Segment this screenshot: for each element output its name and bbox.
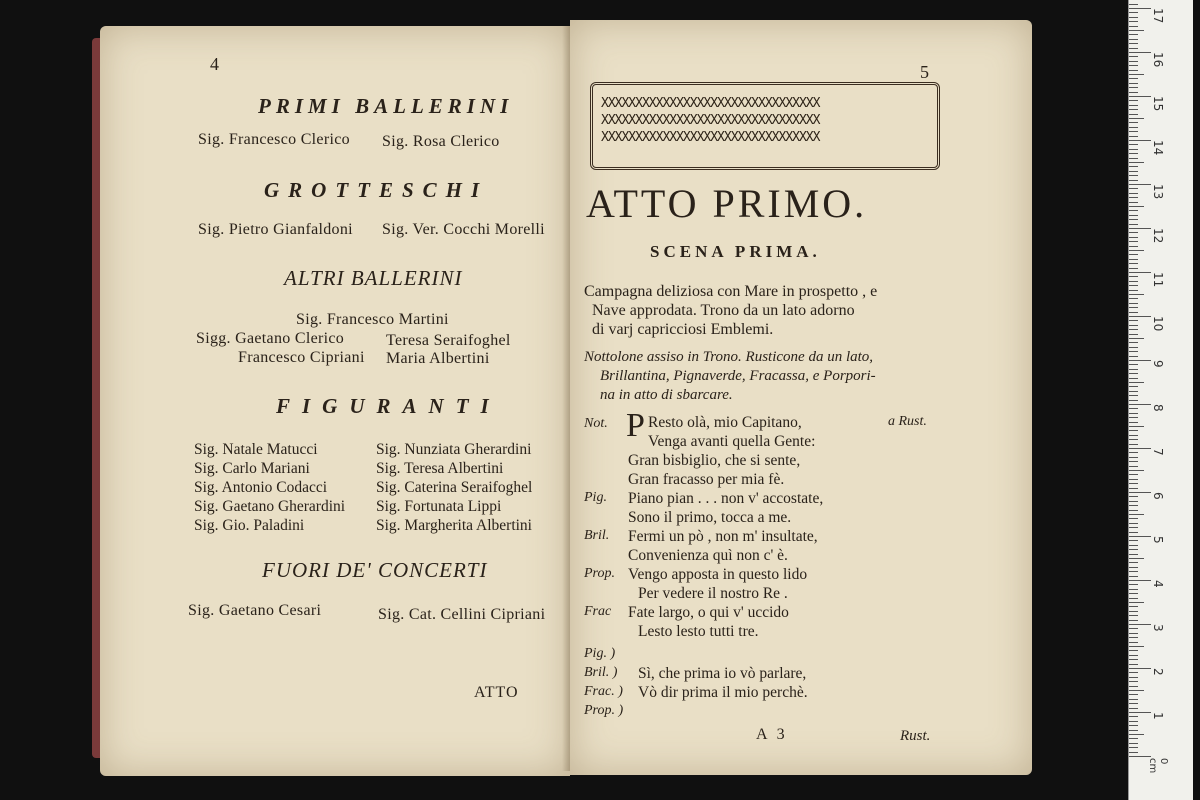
open-book [92,20,1040,790]
ruler-tick [1129,228,1151,229]
ruler-tick [1129,408,1138,409]
heading-grotteschi: GROTTESCHI [264,178,489,202]
member-name: Sig. Nunziata Gherardini [376,441,532,458]
ruler-tick [1129,12,1138,13]
ruler-tick [1129,659,1138,660]
ruler-tick [1129,92,1138,93]
ruler-tick [1129,448,1151,449]
ruler-tick [1129,417,1138,418]
ruler-tick [1129,461,1138,462]
drop-cap: P [626,407,645,444]
aside-direction: a Rust. [888,414,927,429]
ruler-tick [1129,105,1138,106]
ruler-tick [1129,382,1144,383]
ruler-tick [1129,373,1138,374]
ruler-tick [1129,351,1138,352]
ruler-tick [1129,175,1138,176]
ruler-tick [1129,347,1138,348]
ruler-tick [1129,686,1138,687]
ruler-tick [1129,536,1151,537]
ruler-tick [1129,206,1144,207]
ruler-tick [1129,364,1138,365]
ruler-tick [1129,83,1138,84]
ruler-tick [1129,325,1138,326]
ruler-tick [1129,752,1138,753]
ruler-number: 13 [1151,184,1165,200]
ruler-label: 0 cm [1147,758,1169,774]
ruler-tick [1129,721,1138,722]
ruler-tick [1129,404,1151,405]
member-name: Teresa Seraifoghel [386,332,511,349]
speaker-label: Prop. ) [584,703,624,718]
ruler-tick [1129,716,1138,717]
ruler-tick [1129,488,1138,489]
ruler-number: 3 [1151,624,1165,632]
left-catchword: ATTO [474,684,519,701]
ruler-tick [1129,580,1151,581]
ruler-tick [1129,501,1138,502]
member-name: Sig. Teresa Albertini [376,460,504,477]
left-page [100,26,570,776]
dialogue-line: Resto olà, mio Capitano, [648,414,802,431]
ruler-tick [1129,303,1138,304]
ruler-tick [1129,712,1151,713]
dialogue-line: Gran bisbiglio, che si sente, [628,452,801,469]
ornament-row: XXXXXXXXXXXXXXXXXXXXXXXXXXXXXXXX [601,113,820,128]
ruler-tick [1129,549,1138,550]
ruler-tick [1129,171,1138,172]
ruler-tick [1129,743,1138,744]
speaker-label: Pig. ) [584,646,616,661]
ruler-number: 2 [1151,668,1165,676]
dialogue-line: Fate largo, o qui v' uccido [628,604,789,621]
decorative-headpiece [590,82,940,170]
ruler-tick [1129,263,1138,264]
ruler-tick [1129,272,1151,273]
ruler-tick [1129,413,1138,414]
ruler-number: 15 [1151,96,1165,112]
ruler-tick [1129,118,1144,119]
ruler-tick [1129,378,1138,379]
ruler-tick [1129,642,1138,643]
heading-fuori-de-concerti: FUORI DE' CONCERTI [262,558,488,582]
ruler-tick [1129,628,1138,629]
ruler-tick [1129,430,1138,431]
figuranti-column-right [376,440,532,535]
ruler-tick [1129,439,1138,440]
heading-primi-ballerini: PRIMI BALLERINI [258,94,514,118]
ruler-tick [1129,734,1144,735]
ruler-tick [1129,422,1138,423]
ruler-tick [1129,576,1138,577]
speaker-label: Prop. [584,566,615,581]
ruler-number: 7 [1151,448,1165,456]
ruler-tick [1129,61,1138,62]
ruler-tick [1129,756,1151,757]
ruler-number: 17 [1151,8,1165,24]
right-page-number: 5 [920,62,929,82]
left-page-number: 4 [210,54,219,74]
member-name: Sigg. Gaetano Clerico [196,330,345,347]
ruler-tick [1129,136,1138,137]
ruler-tick [1129,699,1138,700]
ruler-tick [1129,122,1138,123]
ruler-tick [1129,444,1138,445]
ruler-tick [1129,668,1151,669]
setting-line: di varj capricciosi Emblemi. [592,321,774,338]
dialogue-line: Piano pian . . . non v' accostate, [628,490,824,507]
ruler-tick [1129,153,1138,154]
ruler-tick [1129,514,1144,515]
ruler-tick [1129,52,1151,53]
ruler-number: 14 [1151,140,1165,156]
ruler-tick [1129,78,1138,79]
ruler-tick [1129,664,1138,665]
ruler-tick [1129,250,1144,251]
ruler-number: 12 [1151,228,1165,244]
ruler-tick [1129,435,1138,436]
ruler-tick [1129,197,1138,198]
ruler-tick [1129,281,1138,282]
ruler-tick [1129,188,1138,189]
ruler-tick [1129,320,1138,321]
ruler-tick [1129,747,1138,748]
member-name: Sig. Gaetano Cesari [188,602,322,619]
member-name: Sig. Caterina Seraifoghel [376,479,533,496]
ruler-tick [1129,131,1138,132]
ruler-tick [1129,334,1138,335]
ruler-tick [1129,571,1138,572]
ruler-tick [1129,620,1138,621]
figuranti-column-left [194,440,345,535]
dialogue-line: Sono il primo, tocca a me. [628,509,792,526]
dialogue-line: Lesto lesto tutti tre. [638,623,759,640]
ruler-tick [1129,87,1138,88]
ruler-tick [1129,39,1138,40]
ruler-tick [1129,479,1138,480]
member-name: Sig. Antonio Codacci [194,479,328,496]
ruler-tick [1129,285,1138,286]
ruler-tick [1129,452,1138,453]
ruler-tick [1129,677,1138,678]
ruler-tick [1129,74,1144,75]
ruler-tick [1129,655,1138,656]
ruler-tick [1129,400,1138,401]
ruler-tick [1129,615,1138,616]
ruler-tick [1129,30,1144,31]
ruler-tick [1129,532,1138,533]
member-name: Francesco Cipriani [238,349,365,366]
member-name: Sig. Ver. Cocchi Morelli [382,221,545,238]
dialogue-line: Fermi un pò , non m' insultate, [628,528,818,545]
ruler-tick [1129,294,1144,295]
ruler-tick [1129,4,1138,5]
ruler-tick [1129,219,1138,220]
ruler-number: 4 [1151,580,1165,588]
dialogue-line: Venga avanti quella Gente: [648,433,816,450]
member-name: Maria Albertini [386,350,490,367]
ruler-tick [1129,584,1138,585]
ruler-tick [1129,540,1138,541]
member-name: Sig. Fortunata Lippi [376,498,502,515]
member-name: Sig. Margherita Albertini [376,517,532,534]
ruler-tick [1129,598,1138,599]
right-page [570,20,1032,775]
ruler-tick [1129,127,1138,128]
ruler-tick [1129,56,1138,57]
ruler-tick [1129,633,1138,634]
ruler-tick [1129,17,1138,18]
ruler-tick [1129,290,1138,291]
speaker-label: Not. [584,416,608,431]
ruler-tick [1129,48,1138,49]
ruler-tick [1129,180,1138,181]
ruler-tick [1129,237,1138,238]
ruler-tick [1129,505,1138,506]
ruler-tick [1129,144,1138,145]
dialogue-line: Per vedere il nostro Re . [638,585,788,602]
ruler-tick [1129,109,1138,110]
signature-mark: A 3 [756,726,788,743]
ruler-tick [1129,268,1138,269]
ruler-number: 5 [1151,536,1165,544]
ruler-tick [1129,518,1138,519]
ruler-tick [1129,554,1138,555]
ruler-tick [1129,65,1138,66]
ruler-tick [1129,602,1144,603]
speaker-label: Pig. [584,490,607,505]
ruler-tick [1129,694,1138,695]
scene-title: SCENA PRIMA. [650,242,821,261]
ruler-tick [1129,316,1151,317]
ruler-tick [1129,360,1151,361]
ruler-tick [1129,562,1138,563]
ruler-tick [1129,690,1144,691]
ruler-tick [1129,162,1144,163]
ruler-tick [1129,681,1138,682]
ruler-tick [1129,386,1138,387]
ruler-tick [1129,457,1138,458]
ruler-tick [1129,210,1138,211]
ruler-tick [1129,254,1138,255]
ruler-number: 16 [1151,52,1165,68]
ruler-tick [1129,259,1138,260]
member-name: Sig. Carlo Mariani [194,460,310,477]
ruler-tick [1129,606,1138,607]
ruler-tick [1129,298,1138,299]
ruler-tick [1129,202,1138,203]
ruler-tick [1129,391,1138,392]
stage-direction [584,348,876,405]
act-title: ATTO PRIMO. [586,181,868,226]
ruler-tick [1129,140,1151,141]
member-name: Sig. Rosa Clerico [382,133,500,150]
ruler-tick [1129,241,1138,242]
ruler-number: 10 [1151,316,1165,332]
ruler-tick [1129,558,1144,559]
stage-direction-line: Nottolone assiso in Trono. Rusticone da un lato, [584,349,874,365]
ruler-tick [1129,611,1138,612]
ruler-tick [1129,545,1138,546]
dialogue-line: Sì, che prima io vò parlare, [638,665,807,682]
ruler-tick [1129,593,1138,594]
ruler-tick [1129,342,1138,343]
setting-description [584,282,877,339]
ruler-tick [1129,650,1138,651]
ruler-tick [1129,232,1138,233]
ruler-tick [1129,466,1138,467]
speaker-label: Bril. ) [584,665,618,680]
ornament-row: XXXXXXXXXXXXXXXXXXXXXXXXXXXXXXXX [601,96,820,111]
ruler-tick [1129,8,1151,9]
ruler-tick [1129,646,1144,647]
ruler-tick [1129,523,1138,524]
speaker-label: Bril. [584,528,610,543]
ruler-tick [1129,43,1138,44]
ruler-tick [1129,34,1138,35]
ruler-tick [1129,114,1138,115]
ruler-tick [1129,703,1138,704]
ruler-tick [1129,158,1138,159]
ruler-tick [1129,492,1151,493]
member-name: Sig. Gaetano Gherardini [194,498,346,515]
ruler-tick [1129,338,1144,339]
ruler-tick [1129,184,1151,185]
ruler-tick [1129,510,1138,511]
ruler-tick [1129,395,1138,396]
member-name: Sig. Francesco Clerico [198,131,350,148]
ruler-tick [1129,470,1144,471]
speaker-label: Frac [584,604,612,619]
dialogue-line: Vò dir prima il mio perchè. [638,684,808,701]
dialogue-line: Convenienza quì non c' è. [628,547,788,564]
ruler-tick [1129,166,1138,167]
ruler-tick [1129,21,1138,22]
ruler-tick [1129,527,1138,528]
ruler-tick [1129,369,1138,370]
ruler-tick [1129,224,1138,225]
ruler-number: 9 [1151,360,1165,368]
measurement-ruler [1128,0,1193,800]
member-name: Sig. Francesco Martini [296,311,449,328]
ruler-tick [1129,637,1138,638]
member-name: Sig. Cat. Cellini Cipriani [378,606,546,623]
ruler-tick [1129,100,1138,101]
member-name: Sig. Natale Matucci [194,441,318,458]
ruler-tick [1129,215,1138,216]
ruler-tick [1129,496,1138,497]
ruler-tick [1129,312,1138,313]
ruler-tick [1129,738,1138,739]
ruler-number: 11 [1151,272,1165,288]
ruler-number: 1 [1151,712,1165,720]
ruler-tick [1129,26,1138,27]
dialogue-line: Gran fracasso per mia fè. [628,471,785,488]
ruler-tick [1129,567,1138,568]
ruler-tick [1129,624,1151,625]
ruler-tick [1129,474,1138,475]
member-name: Sig. Gio. Paladini [194,517,305,534]
ruler-tick [1129,426,1144,427]
ruler-tick [1129,96,1151,97]
ruler-tick [1129,70,1138,71]
ruler-tick [1129,356,1138,357]
heading-figuranti: FIGURANTI [276,394,501,418]
ruler-tick [1129,193,1138,194]
ruler-tick [1129,276,1138,277]
ruler-tick [1129,483,1138,484]
ruler-tick [1129,730,1138,731]
setting-line: Nave approdata. Trono da un lato adorno [592,302,855,319]
ruler-number: 8 [1151,404,1165,412]
heading-altri-ballerini: ALTRI BALLERINI [284,266,463,290]
ruler-tick [1129,708,1138,709]
ruler-tick [1129,672,1138,673]
ornament-row: XXXXXXXXXXXXXXXXXXXXXXXXXXXXXXXX [601,130,820,145]
right-catchword: Rust. [900,728,931,744]
ruler-tick [1129,329,1138,330]
member-name: Sig. Pietro Gianfaldoni [198,221,353,238]
ruler-tick [1129,725,1138,726]
stage-direction-line: na in atto di sbarcare. [600,387,733,403]
ruler-tick [1129,149,1138,150]
setting-line: Campagna deliziosa con Mare in prospetto , e [584,283,878,300]
ruler-number: 6 [1151,492,1165,500]
ruler-tick [1129,589,1138,590]
ruler-tick [1129,307,1138,308]
ruler-tick [1129,246,1138,247]
stage-direction-line: Brillantina, Pignaverde, Fracassa, e Porpori- [600,368,876,384]
dialogue-line: Vengo apposta in questo lido [628,566,808,583]
speaker-label: Frac. ) [584,684,623,699]
